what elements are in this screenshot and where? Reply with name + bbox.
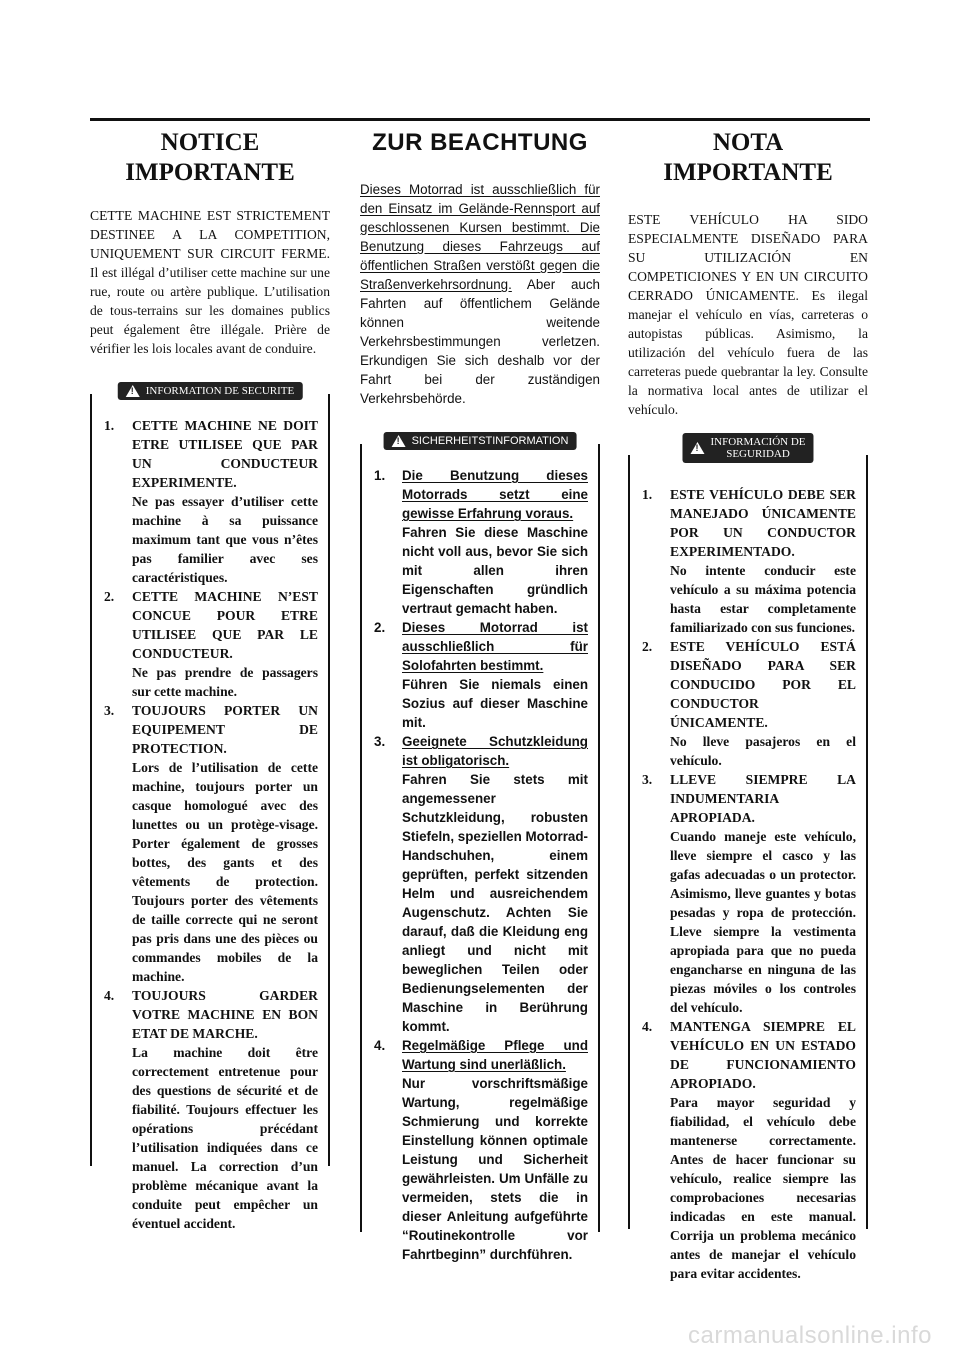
list-item <box>374 466 588 618</box>
warning-icon <box>392 435 406 447</box>
item-heading: TOUJOURS PORTER UN EQUIPEMENT DE PROTECTION. <box>132 703 318 756</box>
german-safety-list <box>362 444 598 1274</box>
item-body: Fahren Sie stets mit angemessener Schutzkleidung, robusten Stiefeln, speziellen Motorrad-Handschuhen, einem geprüften, perfekt sitzenden Helm und ausreichendem Augenschutz. Achten Sie darauf, daß die Kleidung eng anliegt und nicht mit beweglichen Teilen oder Bedienungselementen der Maschine in Berührung kommt. <box>402 772 589 1034</box>
item-number: 4. <box>642 1019 653 1034</box>
list-item <box>374 618 588 732</box>
item-number: 4. <box>104 988 115 1003</box>
item-number: 1. <box>104 418 115 433</box>
german-safety-box <box>360 435 600 1262</box>
warning-icon <box>690 442 704 454</box>
item-heading: TOUJOURS GARDER VOTRE MACHINE EN BON ETAT DE MARCHE. <box>132 988 318 1041</box>
footer <box>0 1322 960 1358</box>
list-item <box>642 1017 856 1283</box>
item-heading: Geeignete Schutzkleidung ist obligatorisch. <box>402 734 588 768</box>
list-item <box>374 732 588 1036</box>
french-title-line1: NOTICE <box>160 129 260 156</box>
spanish-badge-label <box>710 436 805 460</box>
item-number: 1. <box>642 487 653 502</box>
item-body: Cuando maneje este vehículo, lleve siempre el casco y las gafas adecuadas o un protector. Asimismo, lleve guantes y botas pesadas y ropa de protección. Lleve siempre la vestimenta apropiada para que no pueda engancharse en ninguna de las piezas móviles o los controles del vehículo. <box>670 829 856 1015</box>
french-intro: CETTE MACHINE EST STRICTEMENT DESTINEE A LA COMPETITION, UNIQUEMENT SUR CIRCUIT FERME. Il est illégal d’utiliser cette machine sur une rue, route ou artère publique. L’utilisation de tous-terrains sur les domaines publics peut également être illégale. Prière de vérifier les lois locales avant de conduire. <box>90 208 330 356</box>
list-item <box>642 485 856 637</box>
item-heading: Dieses Motorrad ist ausschließlich für Solofahrten bestimmt. <box>402 620 588 673</box>
list-item <box>104 701 318 986</box>
german-title: ZUR BEACHTUNG <box>372 129 588 156</box>
list-item <box>104 587 318 701</box>
warning-icon <box>126 385 140 397</box>
column-french <box>90 126 330 1231</box>
french-badge-label: INFORMATION DE SECURITE <box>145 385 295 397</box>
item-body: Ne pas prendre de passagers sur cette machine. <box>132 665 318 699</box>
item-body: Führen Sie niemals einen Sozius auf dieser Maschine mit. <box>402 677 588 730</box>
spanish-badge-line1: INFORMACIÓN DE <box>710 436 806 448</box>
item-body: Lors de l’utilisation de cette machine, toujours porter un casque homologué avec des lunettes ou un protège-visage. Porter également de grosses bottes, des gants et des vêtements de protection. Toujours porter des vêtements de taille correcte qui ne seront pas pris dans une des pièces ou commandes mobiles de la machine. <box>132 760 318 984</box>
german-safety-badge <box>384 432 577 450</box>
top-rule <box>90 118 870 121</box>
french-safety-list <box>92 394 328 1243</box>
item-body: Ne pas essayer d’utiliser cette machine à sa puissance maximum tant que vous n’êtes pas familier avec ses caractéristiques. <box>132 494 318 585</box>
item-number: 2. <box>104 589 115 604</box>
german-intro-rest: Aber auch Fahrten auf öffentlichem Gelände können weitende Verkehrsbestimmungen verletzen. Erkundigen Sie sich deshalb vor der Fahrt bei der zuständigen Verkehrsbehörde. <box>360 277 600 406</box>
list-item <box>104 416 318 587</box>
item-heading: ESTE VEHÍCULO DEBE SER MANEJADO ÚNICAMENTE POR UN CONDUCTOR EXPERIMENTADO. <box>670 487 856 559</box>
item-body: Para mayor seguridad y fiabilidad, el vehículo debe mantenerse correctamente. Antes de hacer funcionar su vehículo, realice siempre las comprobaciones necesarias indicadas en este manual. Corrija un problema mecánico antes de manejar el vehículo para evitar accidentes. <box>670 1095 856 1281</box>
item-number: 2. <box>374 620 386 635</box>
german-intro-underlined: Dieses Motorrad ist ausschließlich für den Einsatz im Gelände-Rennsport auf geschlossenen Kursen bestimmt. Die Benutzung dieses Fahrzeugs auf öffentlichen Straßen verstößt gegen die Straßenverkehrsordnung. <box>360 182 600 292</box>
spanish-safety-box <box>628 436 868 1281</box>
item-heading: LLEVE SIEMPRE LA INDUMENTARIA APROPIADA. <box>670 772 856 825</box>
item-number: 3. <box>374 734 386 749</box>
item-heading: Die Benutzung dieses Motorrads setzt eine gewisse Erfahrung voraus. <box>402 468 588 521</box>
list-item <box>642 637 856 770</box>
french-title-line2: IMPORTANTE <box>125 159 295 186</box>
french-safety-badge <box>118 382 303 400</box>
spanish-title: NOTA IMPORTANTE <box>663 129 833 186</box>
item-heading: CETTE MACHINE N’EST CONCUE POUR ETRE UTILISEE QUE PAR LE CONDUCTEUR. <box>132 589 318 661</box>
item-body: Nur vorschriftsmäßige Wartung, regelmäßige Schmierung und korrekte Einstellung können optimale Leistung und Sicherheit gewährleisten. Um Unfälle zu vermeiden, stets die in dieser Anleitung aufgeführte “Routinekontrolle vor Fahrtbeginn” durchführen. <box>402 1076 588 1262</box>
spanish-safety-list <box>630 455 866 1293</box>
french-safety-box <box>90 385 330 1231</box>
item-body: Fahren Sie diese Maschine nicht voll aus, bevor Sie sich mit allen ihren Eigenschaften gründlich vertraut gemacht haben. <box>402 525 588 616</box>
list-item <box>642 770 856 1017</box>
spanish-safety-badge <box>682 433 813 463</box>
item-body: No intente conducir este vehículo a su máxima potencia hasta estar completamente familiarizado con sus funciones. <box>670 563 856 635</box>
item-heading: CETTE MACHINE NE DOIT ETRE UTILISEE QUE PAR UN CONDUCTEUR EXPERIMENTE. <box>132 418 318 490</box>
item-heading: ESTE VEHÍCULO ESTÁ DISEÑADO PARA SER CONDUCIDO POR EL CONDUCTOR ÚNICAMENTE. <box>670 639 856 730</box>
item-body: La machine doit être correctement entretenue pour des questions de sécurité et de fiabilité. Toujours effectuer les opérations précédant l’utilisation indiquées dans ce manuel. La correction d’un problème mécanique avant la conduite peut empêcher un éventuel accident. <box>132 1045 318 1231</box>
spanish-badge-line2: SEGURIDAD <box>726 448 790 460</box>
list-item <box>374 1036 588 1264</box>
item-number: 3. <box>104 703 115 718</box>
column-spanish <box>628 126 868 1281</box>
item-number: 1. <box>374 468 386 483</box>
item-body: No lleve pasajeros en el vehículo. <box>670 734 856 768</box>
item-heading: MANTENGA SIEMPRE EL VEHÍCULO EN UN ESTADO DE FUNCIONAMIENTO APROPIADO. <box>670 1019 856 1091</box>
watermark: carmanualsonline.info <box>688 1322 932 1349</box>
item-number: 3. <box>642 772 653 787</box>
column-german <box>360 126 600 1262</box>
german-intro <box>360 180 600 408</box>
item-number: 2. <box>642 639 653 654</box>
list-item <box>104 986 318 1233</box>
item-number: 4. <box>374 1038 386 1053</box>
german-badge-label: SICHERHEITSTINFORMATION <box>411 435 569 447</box>
item-heading: Regelmäßige Pflege und Wartung sind unerläßlich. <box>402 1038 588 1072</box>
spanish-intro: ESTE VEHÍCULO HA SIDO ESPECIALMENTE DISEÑADO PARA SU UTILIZACIÓN EN COMPETICIONES Y EN UN CIRCUITO CERRADO ÚNICAMENTE. Es ilegal manejar el vehículo en vías, carreteras o autopistas públicas. Asimismo, la utilización del vehículo fuera de las carreteras puede quebrantar la ley. Consulte la normativa local antes de utilizar el vehículo. <box>628 212 868 417</box>
french-title <box>90 128 330 188</box>
